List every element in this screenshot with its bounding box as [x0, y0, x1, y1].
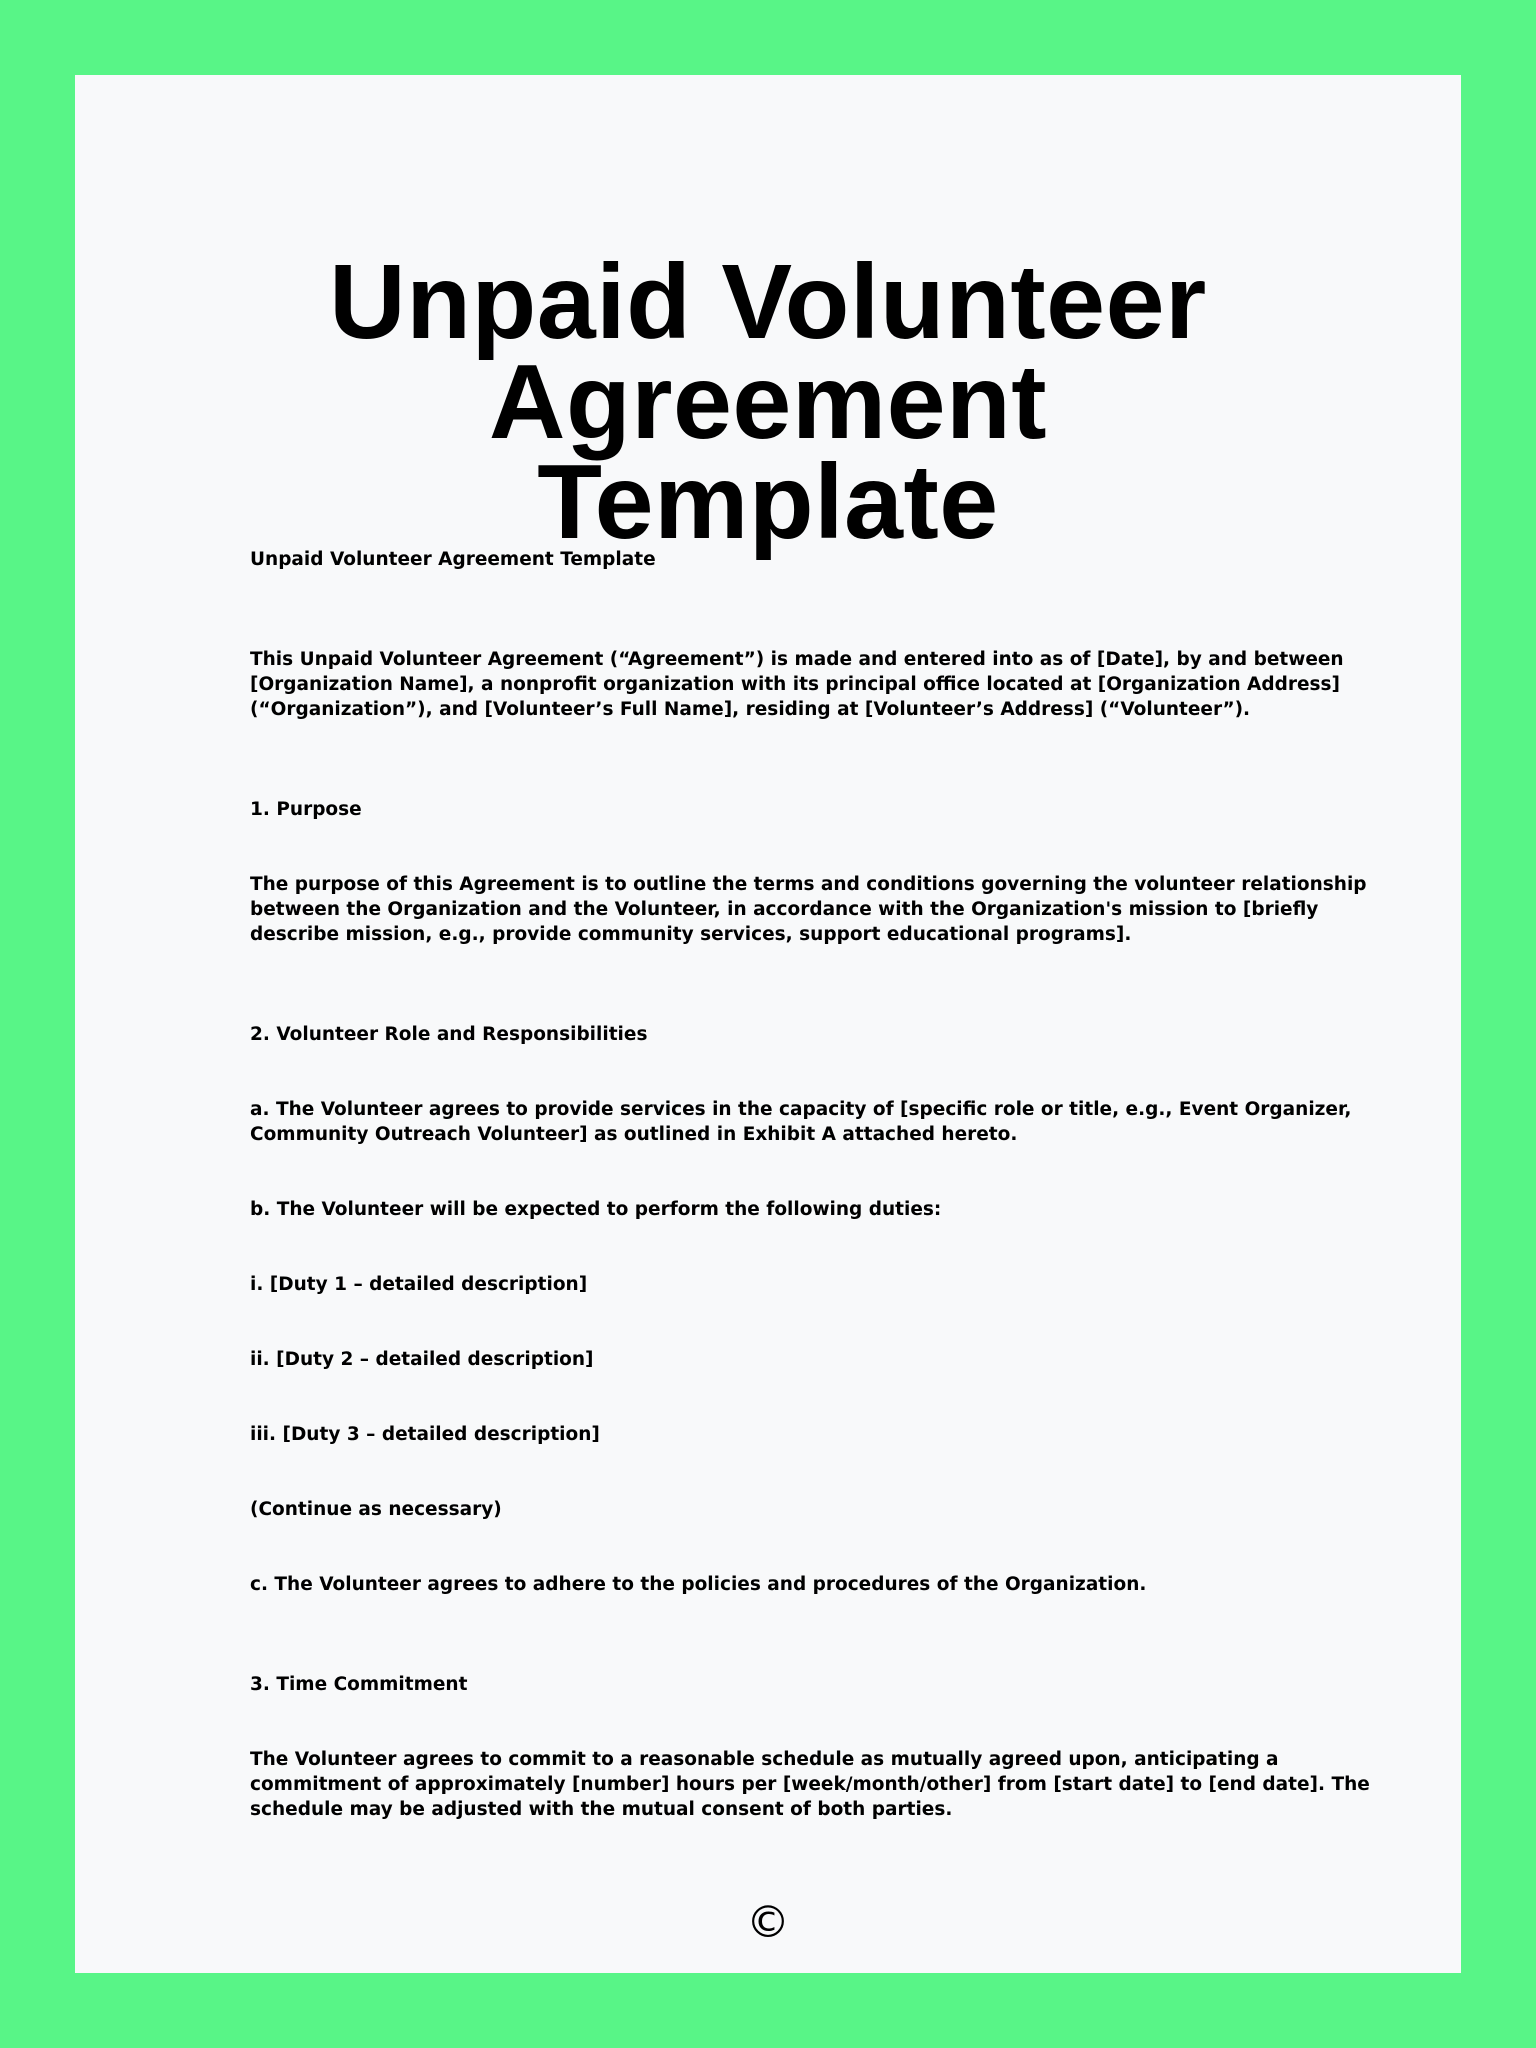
intro-paragraph: [250, 647, 1344, 722]
section-2-heading: 2. Volunteer Role and Responsibilities: [250, 1024, 648, 1045]
section-1-heading: 1. Purpose: [250, 799, 362, 820]
duty-item-3: iii. [Duty 3 – detailed description]: [250, 1424, 600, 1445]
title-line-1: Unpaid Volunteer Agreement: [329, 243, 1207, 461]
continue-note: (Continue as necessary): [250, 1499, 502, 1520]
section-3-line: The Volunteer agrees to commit to a reasonable schedule as mutually agreed upon, anticipating a: [250, 1749, 1279, 1770]
section-1-body: [250, 872, 1367, 947]
document-heading: Unpaid Volunteer Agreement Template: [250, 549, 656, 570]
duty-item-2: ii. [Duty 2 – detailed description]: [250, 1349, 594, 1370]
document-body: [250, 547, 1370, 1822]
section-3-body: [250, 1747, 1370, 1822]
page-title: [55, 243, 1481, 561]
title-line-2: Template: [537, 443, 999, 561]
section-1-line: between the Organization and the Volunteer, in accordance with the Organization's mission to [briefly: [250, 899, 1319, 920]
section-2-item-b: b. The Volunteer will be expected to perform the following duties:: [250, 1199, 942, 1220]
intro-line: [Organization Name], a nonprofit organization with its principal office located at [Organization Address]: [250, 674, 1341, 695]
section-1-line: The purpose of this Agreement is to outline the terms and conditions governing the volunteer relationship: [250, 874, 1367, 895]
section-2-item-a: [250, 1097, 1352, 1147]
duty-item-1: i. [Duty 1 – detailed description]: [250, 1274, 588, 1295]
section-3-heading: 3. Time Commitment: [250, 1674, 468, 1695]
document-page: [75, 75, 1461, 1973]
section-1-line: describe mission, e.g., provide community services, support educational programs].: [250, 924, 1132, 945]
section-2-a-line: a. The Volunteer agrees to provide services in the capacity of [specific role or title, e.g., Event Organizer,: [250, 1099, 1352, 1120]
copyright-icon: ©: [746, 1897, 790, 1948]
section-3-line: commitment of approximately [number] hours per [week/month/other] from [start date] to [end date]. The: [250, 1774, 1370, 1795]
section-2-a-line: Community Outreach Volunteer] as outlined in Exhibit A attached hereto.: [250, 1124, 1018, 1145]
intro-line: This Unpaid Volunteer Agreement (“Agreement”) is made and entered into as of [Date], by and between: [250, 649, 1344, 670]
intro-line: (“Organization”), and [Volunteer’s Full Name], residing at [Volunteer’s Address] (“Volunteer”).: [250, 699, 1251, 720]
section-2-item-c: c. The Volunteer agrees to adhere to the policies and procedures of the Organization.: [250, 1574, 1147, 1595]
section-3-line: schedule may be adjusted with the mutual consent of both parties.: [250, 1799, 953, 1820]
